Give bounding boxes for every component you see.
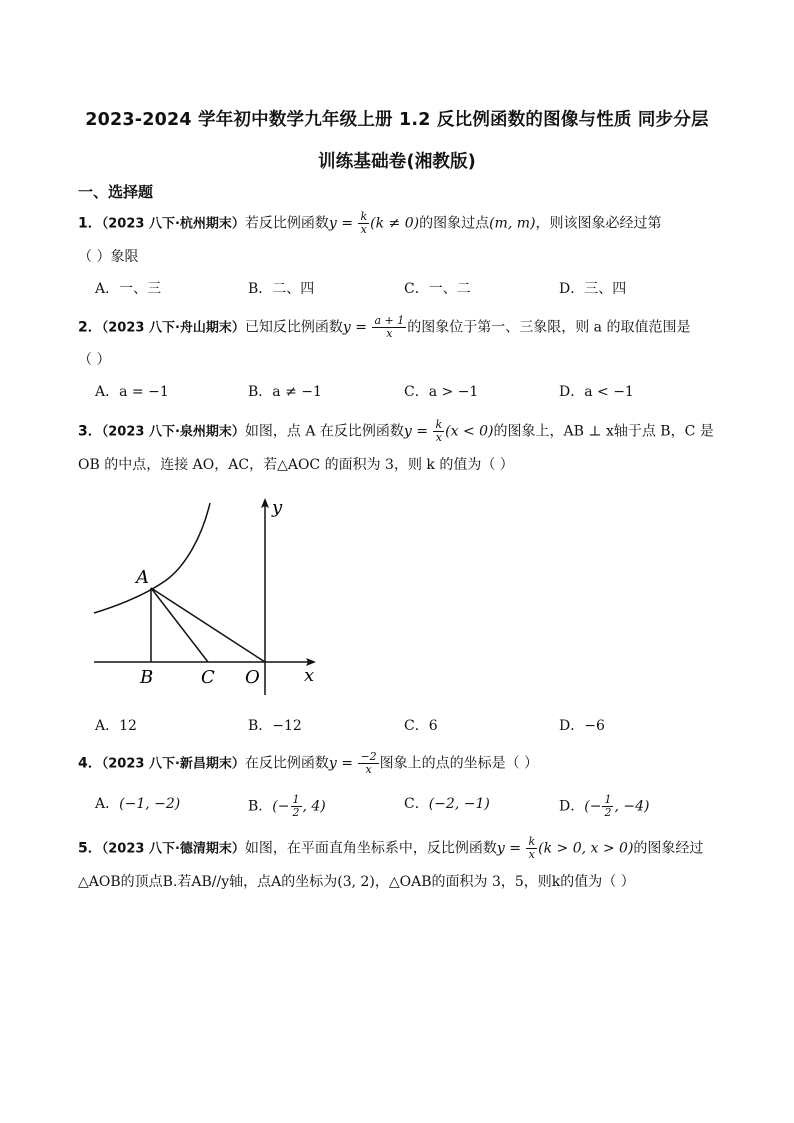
option-value: (−: [584, 798, 602, 815]
question-text: 如图，点 A 在反比例函数: [244, 423, 404, 440]
label-o: O: [245, 667, 260, 688]
fraction: [358, 751, 378, 776]
fraction-numerator: k: [528, 835, 536, 848]
option-b[interactable]: B．−12: [248, 718, 302, 734]
option-c[interactable]: C．6: [404, 718, 438, 734]
option-c[interactable]: [404, 794, 490, 814]
question-1: [78, 211, 661, 236]
fraction-denominator: x: [528, 848, 535, 861]
math-y: y =: [328, 215, 358, 232]
math-y: y =: [342, 319, 372, 336]
question-3-figure: [90, 495, 330, 695]
question-source: （2023 八下·泉州期末）: [101, 424, 245, 440]
option-b[interactable]: [248, 794, 326, 819]
question-source: （2023 八下·舟山期末）: [101, 320, 245, 336]
fraction-denominator: 2: [292, 806, 300, 819]
question-text: 的图象上，AB ⊥ x轴于点 B，C 是: [493, 423, 714, 440]
option-a[interactable]: A．a = −1: [95, 384, 169, 400]
hyperbola-curve: [94, 503, 210, 613]
document-title-line-1: 2023-2024 学年初中数学九年级上册 1.2 反比例函数的图像与性质 同步分层: [85, 110, 709, 130]
question-3: [78, 419, 714, 444]
option-label: D．: [559, 798, 585, 815]
section-heading: 一、选择题: [78, 183, 154, 201]
option-d[interactable]: D．a < −1: [559, 384, 634, 400]
label-a: A: [136, 567, 149, 588]
label-y: y: [272, 497, 283, 518]
question-number: 4．: [78, 755, 102, 772]
question-text: 图象上的点的坐标是（ ）: [379, 755, 539, 772]
question-number: 2．: [78, 319, 102, 336]
question-2-line-2: （ ）: [78, 352, 111, 368]
option-value: (−1, −2): [119, 796, 181, 812]
option-a[interactable]: A．一、三: [95, 281, 162, 297]
question-number: 3．: [78, 423, 102, 440]
label-c: C: [201, 667, 215, 688]
question-3-line-2: OB 的中点，连接 AO，AC，若△AOC 的面积为 3，则 k 的值为（ ）: [78, 457, 514, 473]
question-5: [78, 836, 703, 861]
fraction-denominator: 2: [604, 806, 612, 819]
fraction: [433, 419, 444, 444]
question-source: （2023 八下·新昌期末）: [101, 756, 245, 772]
question-source: （2023 八下·德清期末）: [101, 841, 245, 857]
question-text: ，则该图象必经过第: [535, 215, 662, 232]
option-label: C．: [404, 796, 429, 812]
document-title-line-2: 训练基础卷(湘教版): [318, 152, 476, 172]
label-b: B: [140, 667, 154, 688]
option-a[interactable]: A．12: [95, 718, 137, 734]
option-label: A．: [95, 796, 120, 812]
math-condition: (k ≠ 0): [370, 215, 420, 232]
option-d[interactable]: [559, 794, 649, 819]
option-value: (−: [272, 798, 290, 815]
option-value: , −4): [614, 798, 650, 815]
math-condition: (k > 0, x > 0): [538, 840, 634, 857]
option-c[interactable]: C．一、二: [404, 281, 471, 297]
fraction-numerator: −2: [360, 750, 377, 763]
fraction: [526, 836, 537, 861]
question-text: 的图象经过: [633, 840, 704, 857]
math-y: y =: [403, 423, 433, 440]
fraction-numerator: 1: [292, 793, 300, 806]
fraction-numerator: 1: [604, 793, 612, 806]
question-number: 1．: [78, 215, 102, 232]
question-5-line-2: △AOB的顶点B.若AB//y轴，点A的坐标为(3, 2)，△OAB的面积为 3，5，则k的值为（ ）: [78, 874, 635, 890]
question-text: 已知反比例函数: [244, 319, 343, 336]
option-a[interactable]: [95, 794, 180, 814]
fraction: [602, 794, 613, 819]
option-c[interactable]: C．a > −1: [404, 384, 479, 400]
fraction-denominator: x: [360, 223, 367, 236]
question-4: [78, 751, 538, 776]
fraction-numerator: k: [360, 210, 368, 223]
option-d[interactable]: D．三、四: [559, 281, 627, 297]
fraction-denominator: x: [386, 327, 393, 340]
option-value: , 4): [302, 798, 326, 815]
option-label: B．: [248, 798, 273, 815]
question-number: 5．: [78, 840, 102, 857]
math-condition: (x < 0): [445, 423, 494, 440]
option-b[interactable]: B．a ≠ −1: [248, 384, 322, 400]
math-point: (m, m): [489, 215, 536, 232]
question-1-line-2: （ ）象限: [78, 249, 139, 265]
question-text: 如图，在平面直角坐标系中，反比例函数: [244, 840, 497, 857]
fraction-denominator: x: [365, 763, 372, 776]
option-d[interactable]: D．−6: [559, 718, 605, 734]
question-text: 在反比例函数: [244, 755, 329, 772]
fraction-numerator: a + 1: [374, 314, 405, 327]
question-source: （2023 八下·杭州期末）: [101, 216, 245, 232]
segment-ac: [151, 588, 208, 662]
fraction-denominator: x: [435, 431, 442, 444]
label-x: x: [304, 665, 315, 686]
segment-ao: [151, 588, 265, 662]
math-y: y =: [496, 840, 526, 857]
fraction: [372, 315, 406, 340]
option-b[interactable]: B．二、四: [248, 281, 315, 297]
question-text: 的图象过点: [419, 215, 490, 232]
fraction-numerator: k: [435, 418, 443, 431]
question-text: 的图象位于第一、三象限，则 a 的取值范围是: [407, 319, 691, 336]
question-text: 若反比例函数: [244, 215, 329, 232]
fraction: [358, 211, 369, 236]
math-y: y =: [328, 755, 358, 772]
option-value: (−2, −1): [428, 796, 490, 812]
fraction: [291, 794, 302, 819]
question-2: [78, 315, 690, 340]
